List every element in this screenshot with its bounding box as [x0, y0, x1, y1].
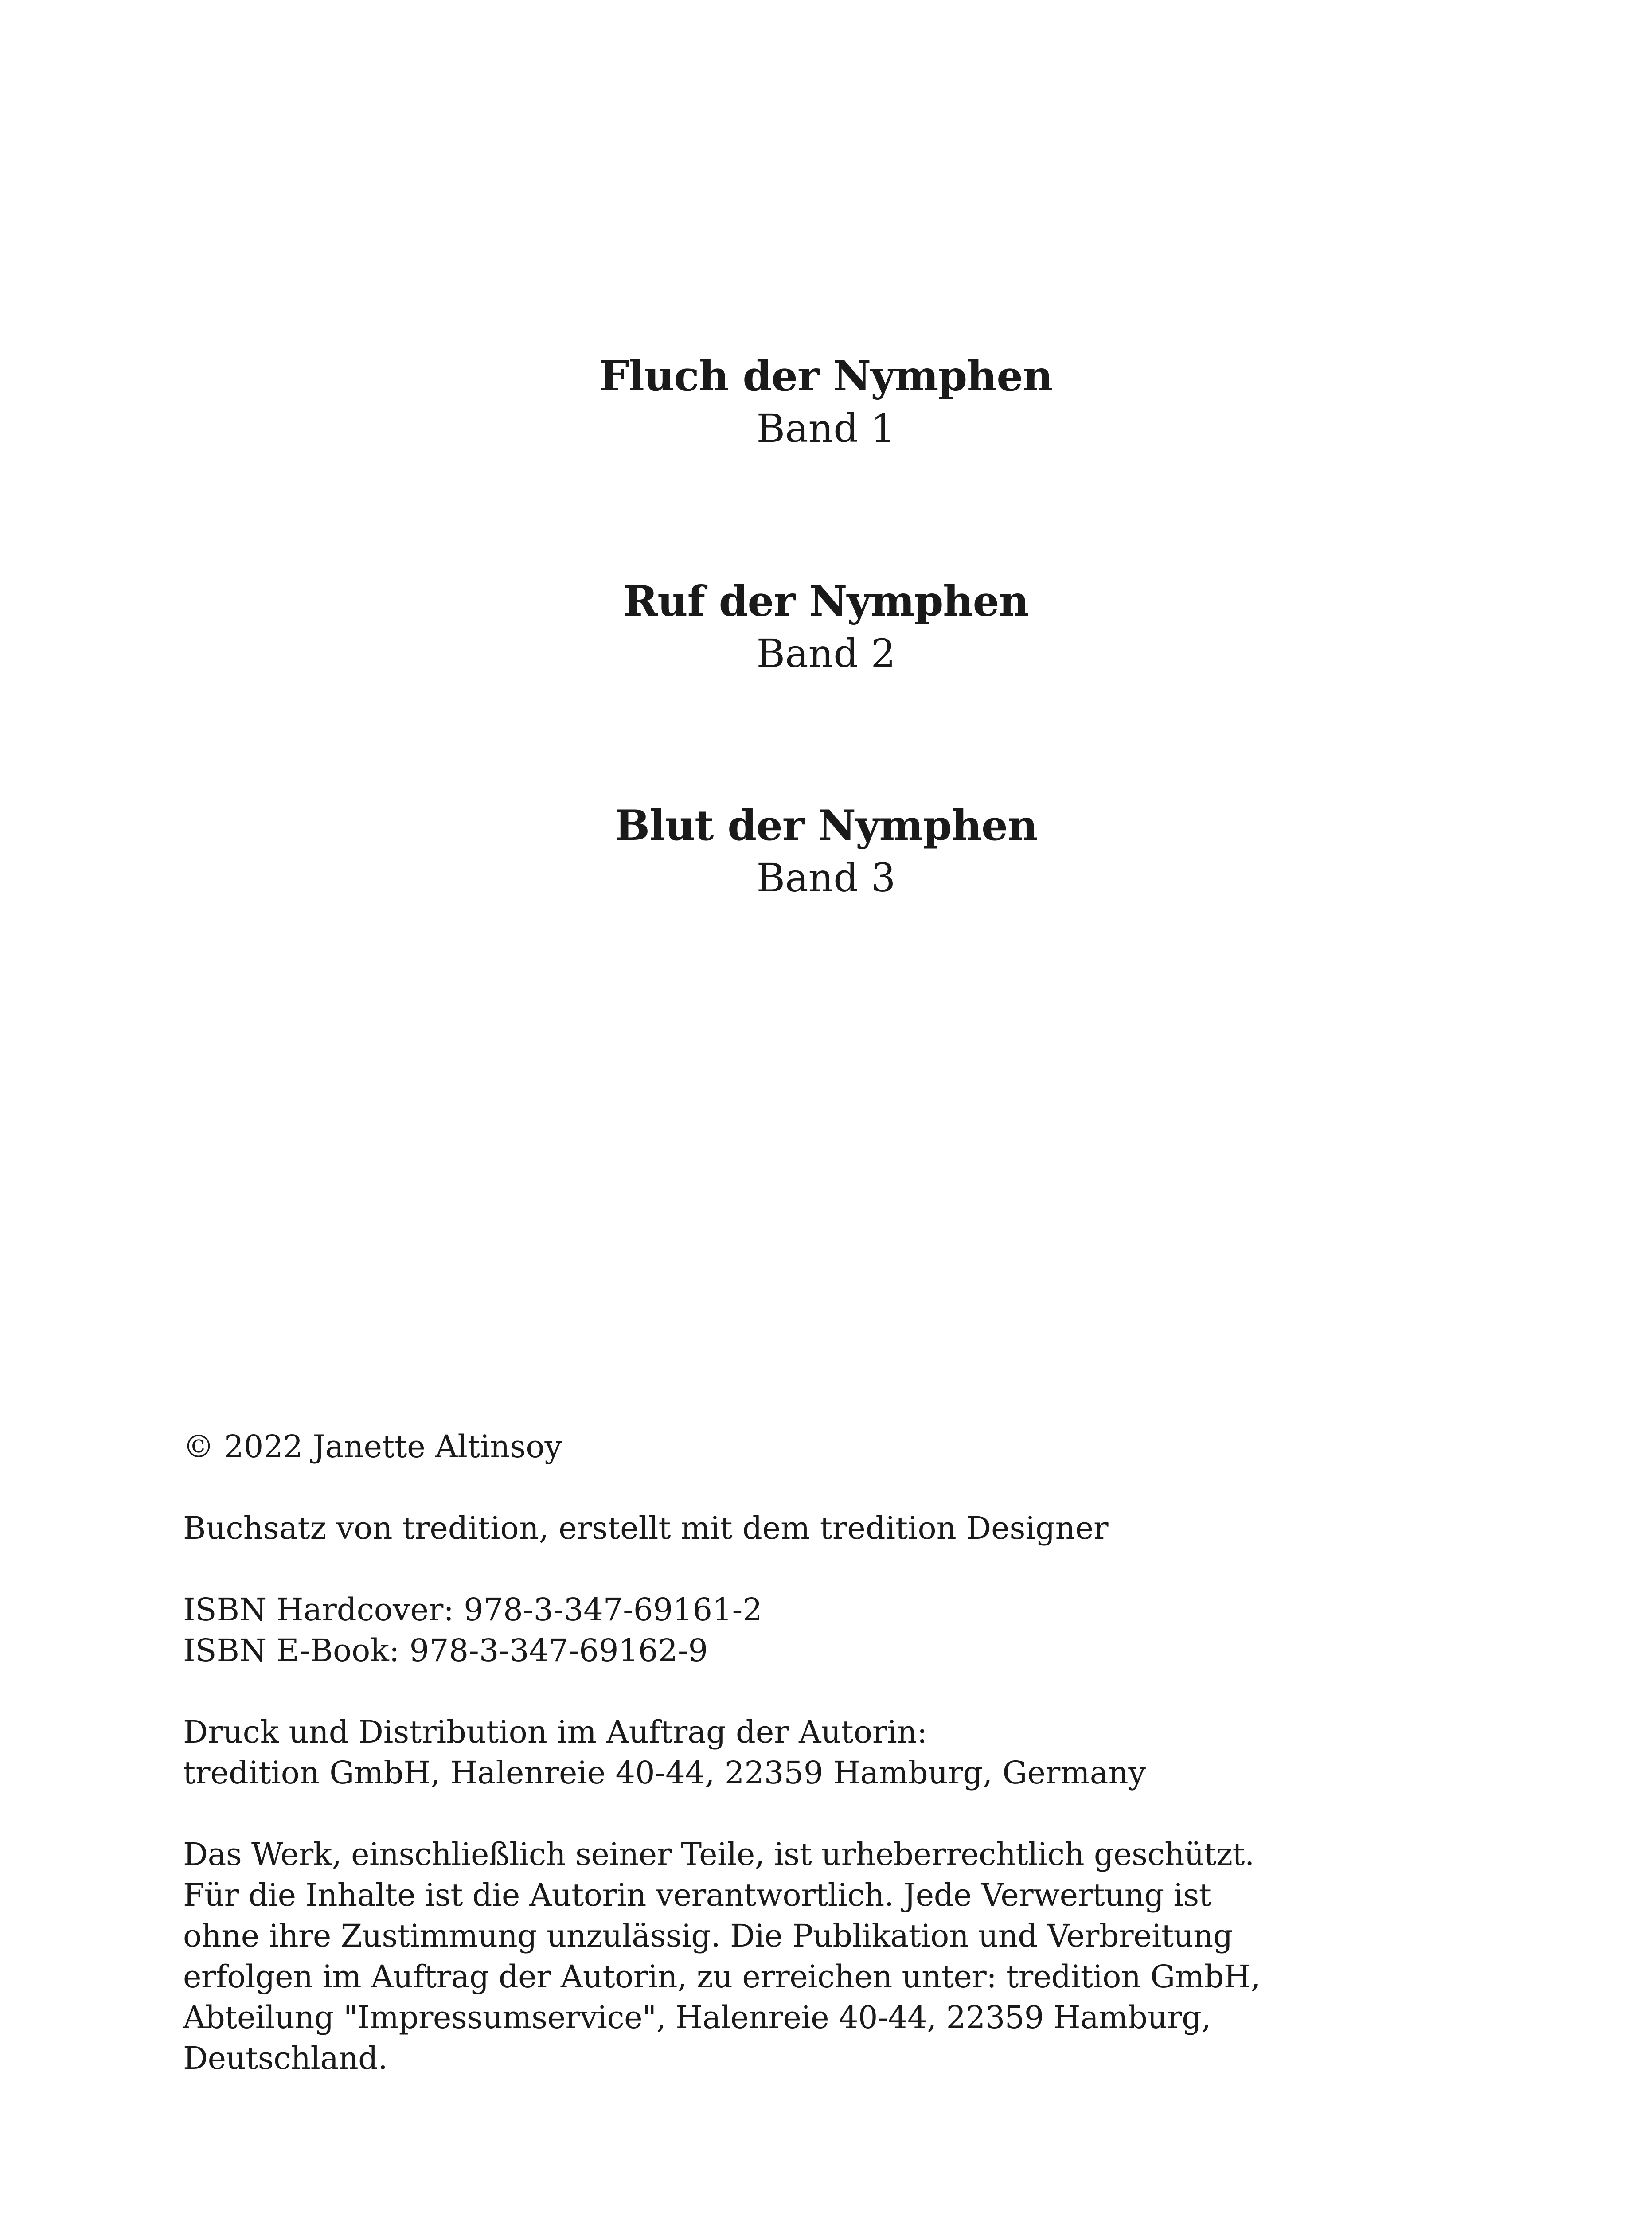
- book-volume: Band 1: [756, 406, 896, 451]
- book-entry-2: [0, 575, 1652, 680]
- print-distribution: [183, 1712, 1460, 1793]
- copyright-notice: © 2022 Janette Altinsoy: [183, 1428, 562, 1465]
- book-volume: Band 2: [756, 631, 896, 676]
- book-entry-3: [0, 800, 1652, 904]
- book-volume: Band 3: [756, 855, 896, 901]
- book-title: Ruf der Nymphen: [623, 577, 1029, 626]
- typesetting-note: Buchsatz von tredition, erstellt mit dem tredition Designer: [183, 1510, 1109, 1546]
- legal-notice: Das Werk, einschließlich seiner Teile, ist urheberrechtlich geschützt. Für die Inhalte ist die Autorin verantwortlich. Jede Verwertung ist ohne ihre Zustimmung unzulässig. Die Publikation und Verbreitung erfolgen im Auftrag der Autorin, zu erreichen unter: tredition GmbH, Abteilung "Impressumservice", Halenreie 40-44, 22359 Hamburg, Deutschland.: [183, 1836, 1261, 2076]
- isbn-block: [183, 1589, 1460, 1671]
- isbn-ebook: ISBN E-Book: 978-3-347-69162-9: [183, 1632, 708, 1669]
- book-title: Blut der Nymphen: [614, 801, 1038, 850]
- book-entry-1: [0, 350, 1652, 455]
- print-distribution-line: Druck und Distribution im Auftrag der Autorin:: [183, 1714, 928, 1750]
- imprint-section: [183, 1426, 1460, 2119]
- book-title: Fluch der Nymphen: [599, 352, 1053, 401]
- isbn-hardcover: ISBN Hardcover: 978-3-347-69161-2: [183, 1592, 762, 1628]
- publisher-address: tredition GmbH, Halenreie 40-44, 22359 Hamburg, Germany: [183, 1755, 1146, 1791]
